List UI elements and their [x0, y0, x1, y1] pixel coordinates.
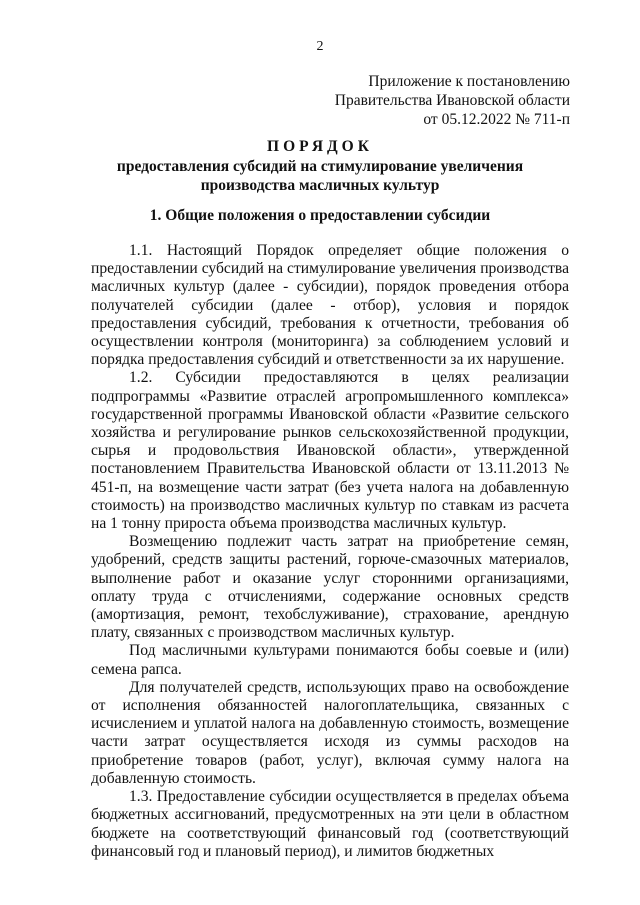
section-heading: 1. Общие положения о предоставлении субсидии: [149, 207, 491, 224]
attachment-line-1: Приложение к постановлению: [368, 73, 570, 90]
paragraph-1-2: 1.2. Субсидии предоставляются в целях реализации подпрограммы «Развитие отраслей агропромышленного комплекса» государственной программы Ивановской области «Развитие сельского хозяйства и регулирование рынков сельскохозяйственной продукции, сырья и продовольствия Ивановской области», утвержденной постановлением Правительства Ивановской области от 13.11.2013 № 451-п, на возмещение части затрат (без учета налога на добавленную стоимость) на производство масличных культур по ставкам из расчета на 1 тонну прироста объема производства масличных культур.: [91, 369, 569, 533]
attachment-note: [210, 72, 570, 129]
document-title: ПОРЯДОК: [267, 138, 373, 155]
document-subtitle: [100, 158, 540, 195]
paragraph-1-3: 1.3. Предоставление субсидии осуществляется в пределах объема бюджетных ассигнований, предусмотренных на эти цели в областном бюджете на соответствующий финансовый год (соответствующий финансовый год и плановый период), и лимитов бюджетных: [91, 788, 569, 860]
subtitle-line-2: производства масличных культур: [200, 176, 440, 194]
subtitle-line-1: предоставления субсидий на стимулирование увеличения: [116, 158, 524, 175]
paragraph-compensation: Возмещению подлежит часть затрат на приобретение семян, удобрений, средств защиты растений, горюче-смазочных материалов, выполнение работ и оказание услуг сторонними организациями, оплату труда с отчислениями, содержание основных средств (амортизация, ремонт, техобслуживание), страхование, арендную плату, связанных с производством масличных культур.: [91, 533, 569, 642]
paragraph-1-1: 1.1. Настоящий Порядок определяет общие положения о предоставлении субсидий на стимулирование увеличения производства масличных культур (далее - субсидии), порядок проведения отбора получателей субсидии (далее - отбор), условия и порядок предоставления субсидий, требования к отчетности, требования об осуществлении контроля (мониторинга) за соблюдением условий и порядка предоставления субсидий и ответственности за их нарушение.: [91, 242, 569, 369]
document-body: [91, 242, 569, 861]
paragraph-vat-exemption: Для получателей средств, использующих право на освобождение от исполнения обязанностей налогоплательщика, связанных с исчислением и уплатой налога на добавленную стоимость, возмещение части затрат осуществляется исходя из суммы расходов на приобретение товаров (работ, услуг), включая сумму налога на добавленную стоимость.: [91, 678, 569, 787]
attachment-line-2: Правительства Ивановской области: [334, 92, 570, 109]
page-number: 2: [316, 39, 324, 54]
attachment-line-3: от 05.12.2022 № 711-п: [423, 111, 570, 128]
paragraph-oilseed-definition: Под масличными культурами понимаются бобы соевые и (или) семена рапса.: [91, 642, 569, 678]
